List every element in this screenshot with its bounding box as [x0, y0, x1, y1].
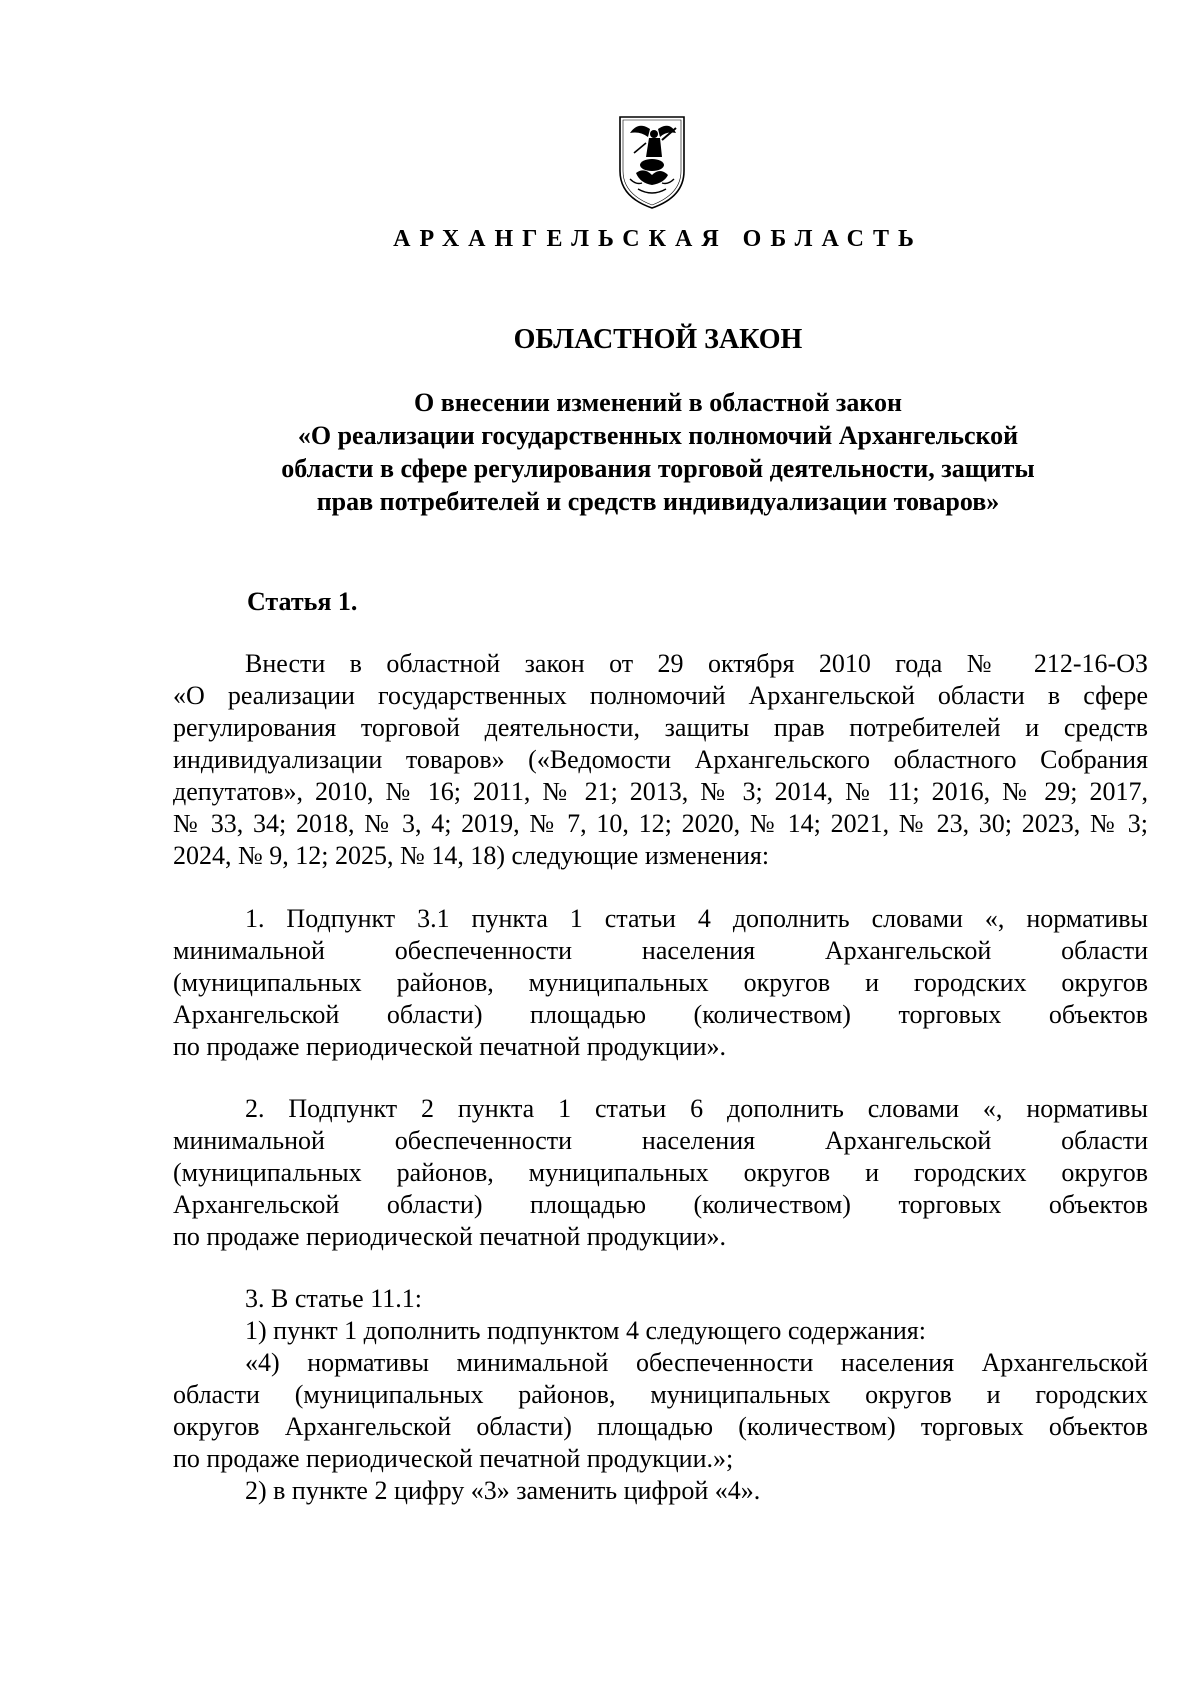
article-heading: Статья 1. [247, 587, 358, 616]
region-name: АРХАНГЕЛЬСКАЯ ОБЛАСТЬ [393, 226, 923, 252]
paragraph-line: 1) пункт 1 дополнить подпунктом 4 следующего содержания: [245, 1316, 926, 1345]
law-title-line: «О реализации государственных полномочий Архангельской [297, 421, 1019, 450]
paragraph-line: округов Архангельской области) площадью (количеством) торговых объектов [173, 1412, 1148, 1441]
paragraph-line: по продаже периодической печатной продукции». [173, 1032, 727, 1061]
law-title [200, 386, 1116, 518]
paragraph-line: № 33, 34; 2018, № 3, 4; 2019, № 7, 10, 12; 2020, № 14; 2021, № 23, 30; 2023, № 3; [173, 809, 1148, 838]
paragraph-line: (муниципальных районов, муниципальных округов и городских округов [173, 968, 1148, 997]
paragraph-line: по продаже периодической печатной продукции.»; [173, 1444, 734, 1473]
paragraph-line: 2024, № 9, 12; 2025, № 14, 18) следующие изменения: [173, 841, 770, 870]
paragraph-line: Внести в областной закон от 29 октября 2010 года № 212-16-ОЗ [245, 649, 1148, 678]
paragraph-line: 1. Подпункт 3.1 пункта 1 статьи 4 дополнить словами «, нормативы [245, 904, 1148, 933]
coat-of-arms-emblem [616, 113, 688, 211]
paragraph-line: регулирования торговой деятельности, защиты прав потребителей и средств [173, 713, 1148, 742]
paragraph-line: 3. В статье 11.1: [245, 1284, 422, 1313]
paragraph-line: Архангельской области) площадью (количеством) торговых объектов [173, 1000, 1148, 1029]
law-type-heading: ОБЛАСТНОЙ ЗАКОН [513, 324, 803, 355]
law-title-line: области в сфере регулирования торговой деятельности, защиты [281, 454, 1035, 483]
paragraph-line: (муниципальных районов, муниципальных округов и городских округов [173, 1158, 1148, 1187]
law-title-line: О внесении изменений в областной закон [413, 388, 903, 417]
amendment-item-1 [173, 903, 1148, 1063]
paragraph-line: минимальной обеспеченности населения Архангельской области [173, 936, 1148, 965]
paragraph-line: 2. Подпункт 2 пункта 1 статьи 6 дополнить словами «, нормативы [245, 1094, 1148, 1123]
intro-paragraph [173, 648, 1148, 872]
paragraph-line: «О реализации государственных полномочий Архангельской области в сфере [173, 681, 1148, 710]
paragraph-line: области (муниципальных районов, муниципальных округов и городских [173, 1380, 1148, 1409]
law-title-line: прав потребителей и средств индивидуализации товаров» [316, 487, 1000, 516]
paragraph-line: депутатов», 2010, № 16; 2011, № 21; 2013, № 3; 2014, № 11; 2016, № 29; 2017, [173, 777, 1148, 806]
paragraph-line: 2) в пункте 2 цифру «3» заменить цифрой «4». [245, 1476, 761, 1505]
paragraph-line: по продаже периодической печатной продукции». [173, 1222, 727, 1251]
paragraph-line: индивидуализации товаров» («Ведомости Архангельского областного Собрания [173, 745, 1148, 774]
paragraph-line: «4) нормативы минимальной обеспеченности населения Архангельской [245, 1348, 1148, 1377]
amendment-item-3 [173, 1283, 1148, 1507]
paragraph-line: минимальной обеспеченности населения Архангельской области [173, 1126, 1148, 1155]
amendment-item-2 [173, 1093, 1148, 1253]
paragraph-line: Архангельской области) площадью (количеством) торговых объектов [173, 1190, 1148, 1219]
